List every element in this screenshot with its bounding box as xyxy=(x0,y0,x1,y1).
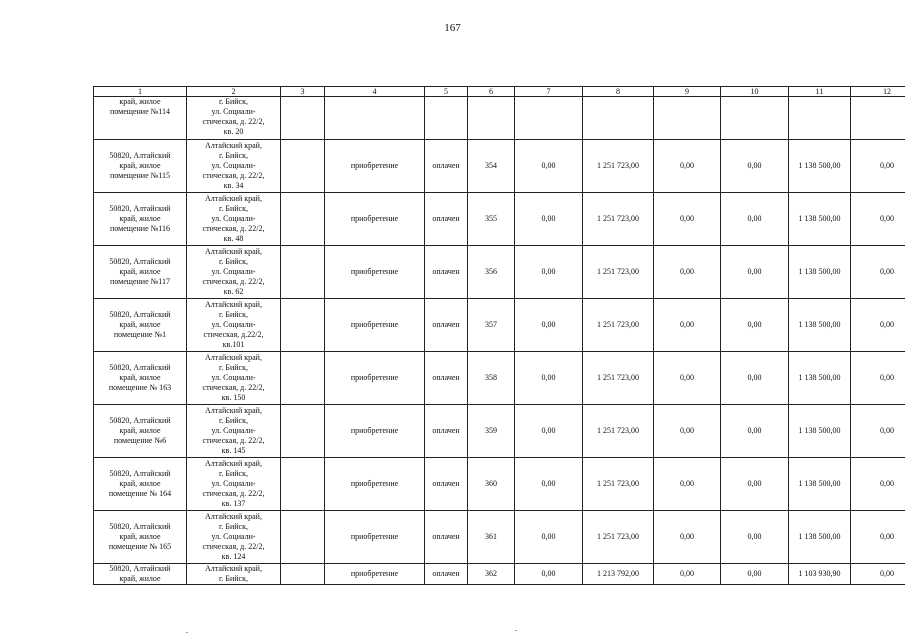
amount-cell-col-8: 1 251 723,00 xyxy=(583,140,654,193)
cell-col-3 xyxy=(281,299,325,352)
table-row xyxy=(94,193,905,246)
amount-cell-col-8: 1 251 723,00 xyxy=(583,299,654,352)
record-number-cell: 355 xyxy=(468,193,515,246)
column-header: 7 xyxy=(515,87,583,97)
amount-cell-col-10: 0,00 xyxy=(721,140,789,193)
column-header: 8 xyxy=(583,87,654,97)
amount-cell-col-12: 0,00 xyxy=(851,193,905,246)
empty-cell xyxy=(281,97,325,140)
column-header: 10 xyxy=(721,87,789,97)
cell-col-3 xyxy=(281,405,325,458)
payment-status-cell: оплачен xyxy=(425,299,468,352)
amount-cell-col-10: 0,00 xyxy=(721,299,789,352)
cell-col-3 xyxy=(281,352,325,405)
cell-col-3 xyxy=(281,511,325,564)
acquisition-type-cell: приобретение xyxy=(325,352,425,405)
table-row xyxy=(94,246,905,299)
property-name-cell: 50820, Алтайский край, жилое xyxy=(94,564,187,585)
amount-cell-col-12: 0,00 xyxy=(851,511,905,564)
data-rows xyxy=(94,140,905,564)
address-cell: Алтайский край, г. Бийск, ул. Социали- стическая, д. 22/2, кв. 48 xyxy=(187,193,281,246)
empty-cell xyxy=(789,97,851,140)
amount-cell-col-8: 1 251 723,00 xyxy=(583,193,654,246)
property-name-cell: 50820, Алтайский край, жилое помещение №116 xyxy=(94,193,187,246)
amount-cell-col-10: 0,00 xyxy=(721,511,789,564)
column-header: 1 xyxy=(94,87,187,97)
amount-cell-col-7: 0,00 xyxy=(515,511,583,564)
payment-status-cell: оплачен xyxy=(425,246,468,299)
payment-status-cell: оплачен xyxy=(425,193,468,246)
address-cell: Алтайский край, г. Бийск, ул. Социали- стическая, д.22/2, кв.101 xyxy=(187,299,281,352)
amount-cell-col-7: 0,00 xyxy=(515,458,583,511)
amount-cell-col-9: 0,00 xyxy=(654,564,721,585)
amount-cell-col-9: 0,00 xyxy=(654,405,721,458)
amount-cell-col-8: 1 251 723,00 xyxy=(583,352,654,405)
property-name-cell: 50820, Алтайский край, жилое помещение №115 xyxy=(94,140,187,193)
amount-cell-col-12: 0,00 xyxy=(851,564,905,585)
property-name-cell: 50820, Алтайский край, жилое помещение № 165 xyxy=(94,511,187,564)
record-number-cell: 359 xyxy=(468,405,515,458)
table-row xyxy=(94,352,905,405)
amount-cell-col-9: 0,00 xyxy=(654,299,721,352)
address-cell: Алтайский край, г. Бийск, ул. Социали- стическая, д. 22/2, кв. 145 xyxy=(187,405,281,458)
amount-cell-col-7: 0,00 xyxy=(515,352,583,405)
property-registry-table xyxy=(93,86,905,585)
column-header: 9 xyxy=(654,87,721,97)
amount-cell-col-8: 1 251 723,00 xyxy=(583,511,654,564)
amount-cell-col-8: 1 213 792,00 xyxy=(583,564,654,585)
table-row xyxy=(94,140,905,193)
amount-cell-col-9: 0,00 xyxy=(654,352,721,405)
amount-cell-col-7: 0,00 xyxy=(515,405,583,458)
property-name-cell: 50820, Алтайский край, жилое помещение № 163 xyxy=(94,352,187,405)
amount-cell-col-12: 0,00 xyxy=(851,299,905,352)
record-number-cell: 354 xyxy=(468,140,515,193)
address-cell: Алтайский край, г. Бийск, ул. Социали- стическая, д. 22/2, кв. 124 xyxy=(187,511,281,564)
amount-cell-col-10: 0,00 xyxy=(721,458,789,511)
amount-cell-col-9: 0,00 xyxy=(654,458,721,511)
amount-cell-col-10: 0,00 xyxy=(721,564,789,585)
payment-status-cell: оплачен xyxy=(425,352,468,405)
column-header: 11 xyxy=(789,87,851,97)
table-row xyxy=(94,564,905,585)
empty-cell xyxy=(654,97,721,140)
payment-status-cell: оплачен xyxy=(425,564,468,585)
amount-cell-col-12: 0,00 xyxy=(851,352,905,405)
acquisition-type-cell: приобретение xyxy=(325,193,425,246)
column-header: 6 xyxy=(468,87,515,97)
amount-cell-col-9: 0,00 xyxy=(654,246,721,299)
amount-cell-col-12: 0,00 xyxy=(851,458,905,511)
acquisition-type-cell: приобретение xyxy=(325,458,425,511)
property-name-cell: край, жилое помещение №114 xyxy=(94,97,187,140)
address-cell: Алтайский край, г. Бийск, xyxy=(187,564,281,585)
empty-cell xyxy=(515,97,583,140)
column-header: 4 xyxy=(325,87,425,97)
address-cell: Алтайский край, г. Бийск, ул. Социали- стическая, д. 22/2, кв. 34 xyxy=(187,140,281,193)
address-cell: Алтайский край, г. Бийск, ул. Социали- стическая, д. 22/2, кв. 150 xyxy=(187,352,281,405)
amount-cell-col-7: 0,00 xyxy=(515,299,583,352)
amount-cell-col-10: 0,00 xyxy=(721,246,789,299)
amount-cell-col-12: 0,00 xyxy=(851,246,905,299)
acquisition-type-cell: приобретение xyxy=(325,564,425,585)
acquisition-type-cell: приобретение xyxy=(325,140,425,193)
record-number-cell: 357 xyxy=(468,299,515,352)
cell-col-3 xyxy=(281,140,325,193)
table-row xyxy=(94,511,905,564)
cell-col-3 xyxy=(281,193,325,246)
table-row xyxy=(94,299,905,352)
amount-cell-col-12: 0,00 xyxy=(851,405,905,458)
cell-col-3 xyxy=(281,458,325,511)
amount-cell-col-11: 1 138 500,00 xyxy=(789,140,851,193)
property-name-cell: 50820, Алтайский край, жилое помещение №6 xyxy=(94,405,187,458)
amount-cell-col-11: 1 138 500,00 xyxy=(789,352,851,405)
amount-cell-col-7: 0,00 xyxy=(515,140,583,193)
property-name-cell: 50820, Алтайский край, жилое помещение № 164 xyxy=(94,458,187,511)
empty-cell xyxy=(721,97,789,140)
amount-cell-col-11: 1 103 930,90 xyxy=(789,564,851,585)
amount-cell-col-11: 1 138 500,00 xyxy=(789,458,851,511)
payment-status-cell: оплачен xyxy=(425,458,468,511)
acquisition-type-cell: приобретение xyxy=(325,511,425,564)
payment-status-cell: оплачен xyxy=(425,511,468,564)
amount-cell-col-11: 1 138 500,00 xyxy=(789,405,851,458)
table-row xyxy=(94,97,905,140)
amount-cell-col-11: 1 138 500,00 xyxy=(789,299,851,352)
payment-status-cell: оплачен xyxy=(425,140,468,193)
record-number-cell: 362 xyxy=(468,564,515,585)
page-number: 167 xyxy=(444,22,461,34)
property-name-cell: 50820, Алтайский край, жилое помещение №117 xyxy=(94,246,187,299)
empty-cell xyxy=(325,97,425,140)
column-header: 5 xyxy=(425,87,468,97)
amount-cell-col-7: 0,00 xyxy=(515,193,583,246)
amount-cell-col-12: 0,00 xyxy=(851,140,905,193)
amount-cell-col-7: 0,00 xyxy=(515,246,583,299)
payment-status-cell: оплачен xyxy=(425,405,468,458)
record-number-cell: 361 xyxy=(468,511,515,564)
amount-cell-col-8: 1 251 723,00 xyxy=(583,458,654,511)
address-cell: Алтайский край, г. Бийск, ул. Социали- стическая, д. 22/2, кв. 137 xyxy=(187,458,281,511)
record-number-cell: 358 xyxy=(468,352,515,405)
record-number-cell: 356 xyxy=(468,246,515,299)
amount-cell-col-9: 0,00 xyxy=(654,193,721,246)
amount-cell-col-7: 0,00 xyxy=(515,564,583,585)
column-number-header-row xyxy=(94,87,905,97)
amount-cell-col-11: 1 138 500,00 xyxy=(789,511,851,564)
empty-cell xyxy=(583,97,654,140)
amount-cell-col-8: 1 251 723,00 xyxy=(583,246,654,299)
amount-cell-col-9: 0,00 xyxy=(654,140,721,193)
acquisition-type-cell: приобретение xyxy=(325,405,425,458)
scan-artifact xyxy=(515,630,517,631)
address-cell: Алтайский край, г. Бийск, ул. Социали- стическая, д. 22/2, кв. 62 xyxy=(187,246,281,299)
address-cell: г. Бийск, ул. Социали- стическая, д. 22/2, кв. 20 xyxy=(187,97,281,140)
cell-col-3 xyxy=(281,246,325,299)
amount-cell-col-11: 1 138 500,00 xyxy=(789,246,851,299)
amount-cell-col-10: 0,00 xyxy=(721,405,789,458)
column-header: 3 xyxy=(281,87,325,97)
amount-cell-col-10: 0,00 xyxy=(721,352,789,405)
scan-artifact xyxy=(186,632,188,633)
property-name-cell: 50820, Алтайский край, жилое помещение №1 xyxy=(94,299,187,352)
empty-cell xyxy=(468,97,515,140)
acquisition-type-cell: приобретение xyxy=(325,246,425,299)
empty-cell xyxy=(851,97,905,140)
acquisition-type-cell: приобретение xyxy=(325,299,425,352)
column-header: 12 xyxy=(851,87,905,97)
table-row xyxy=(94,458,905,511)
empty-cell xyxy=(425,97,468,140)
record-number-cell: 360 xyxy=(468,458,515,511)
amount-cell-col-8: 1 251 723,00 xyxy=(583,405,654,458)
amount-cell-col-10: 0,00 xyxy=(721,193,789,246)
cell-col-3 xyxy=(281,564,325,585)
amount-cell-col-11: 1 138 500,00 xyxy=(789,193,851,246)
amount-cell-col-9: 0,00 xyxy=(654,511,721,564)
column-header: 2 xyxy=(187,87,281,97)
table-row xyxy=(94,405,905,458)
